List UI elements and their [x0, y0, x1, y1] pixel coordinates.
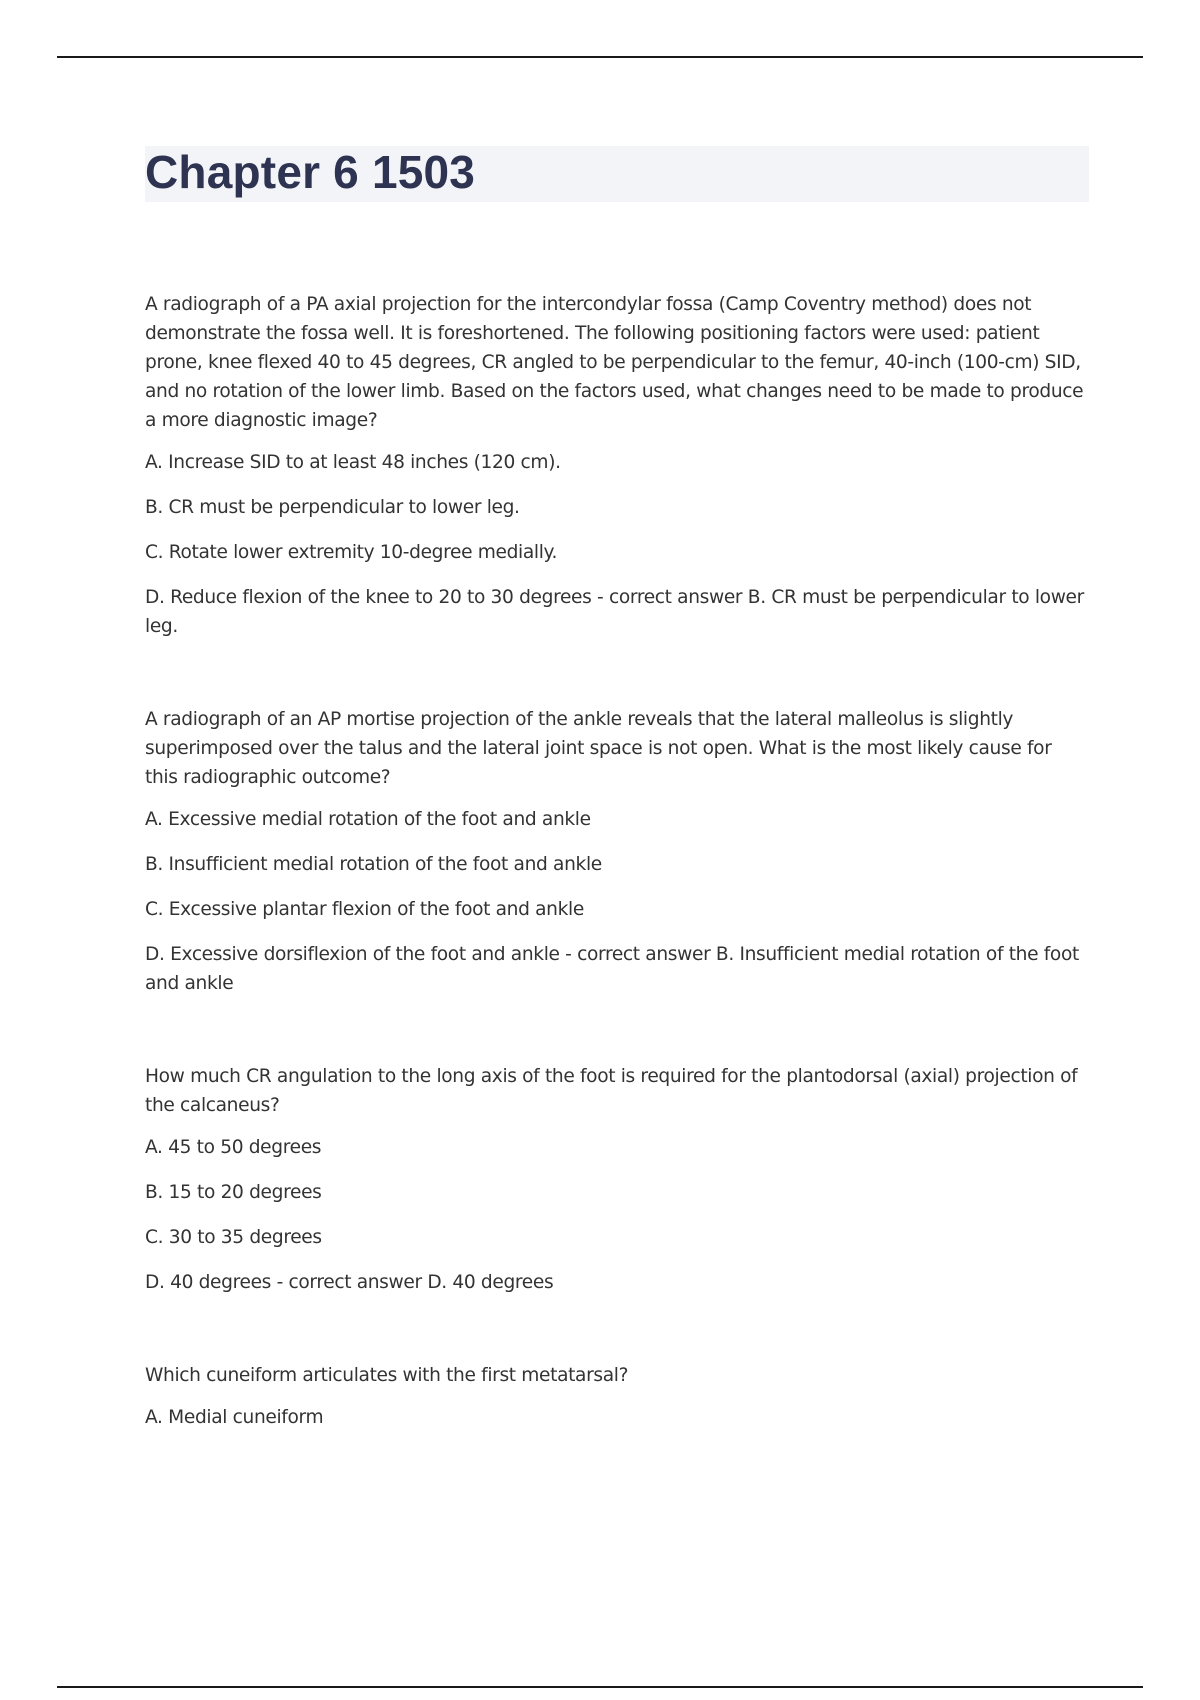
answer-option: B. 15 to 20 degrees — [145, 1182, 322, 1203]
answer-option: D. Reduce flexion of the knee to 20 to 30 degrees - correct answer B. CR must be perpendicular to lower leg. — [145, 587, 1084, 637]
question-block — [145, 1062, 1089, 1297]
answer-option: D. 40 degrees - correct answer D. 40 degrees — [145, 1272, 554, 1293]
answer-option: A. Increase SID to at least 48 inches (120 cm). — [145, 452, 561, 473]
page-top-rule — [57, 56, 1143, 58]
answer-option: A. Medial cuneiform — [145, 1407, 324, 1428]
document-body — [145, 290, 1089, 1496]
answer-option: D. Excessive dorsiflexion of the foot and ankle - correct answer B. Insufficient medial rotation of the foot and ankle — [145, 944, 1079, 994]
page-bottom-rule — [57, 1686, 1143, 1688]
answer-option: B. Insufficient medial rotation of the foot and ankle — [145, 854, 602, 875]
answer-option: A. Excessive medial rotation of the foot and ankle — [145, 809, 591, 830]
question-text: Which cuneiform articulates with the first metatarsal? — [145, 1365, 629, 1386]
question-block — [145, 1361, 1089, 1432]
answer-option: A. 45 to 50 degrees — [145, 1137, 322, 1158]
answer-option: C. 30 to 35 degrees — [145, 1227, 322, 1248]
answer-option: C. Excessive plantar flexion of the foot and ankle — [145, 899, 584, 920]
page-title: Chapter 6 1503 — [145, 146, 476, 198]
answer-option: B. CR must be perpendicular to lower leg. — [145, 497, 520, 518]
answer-option: C. Rotate lower extremity 10-degree medially. — [145, 542, 558, 563]
question-block — [145, 290, 1089, 641]
question-text: How much CR angulation to the long axis of the foot is required for the plantodorsal (axial) projection of the calcaneus? — [145, 1066, 1078, 1116]
question-text: A radiograph of an AP mortise projection of the ankle reveals that the lateral malleolus is slightly superimposed over the talus and the lateral joint space is not open. What is the most likely cause for this radiographic outcome? — [145, 709, 1052, 788]
question-block — [145, 705, 1089, 998]
question-text: A radiograph of a PA axial projection for the intercondylar fossa (Camp Coventry method) does not demonstrate the fossa well. It is foreshortened. The following positioning factors were used: patient prone, knee flexed 40 to 45 degrees, CR angled to be perpendicular to the femur, 40-inch (100-cm) SID, and no rotation of the lower limb. Based on the factors used, what changes need to be made to produce a more diagnostic image? — [145, 294, 1084, 431]
